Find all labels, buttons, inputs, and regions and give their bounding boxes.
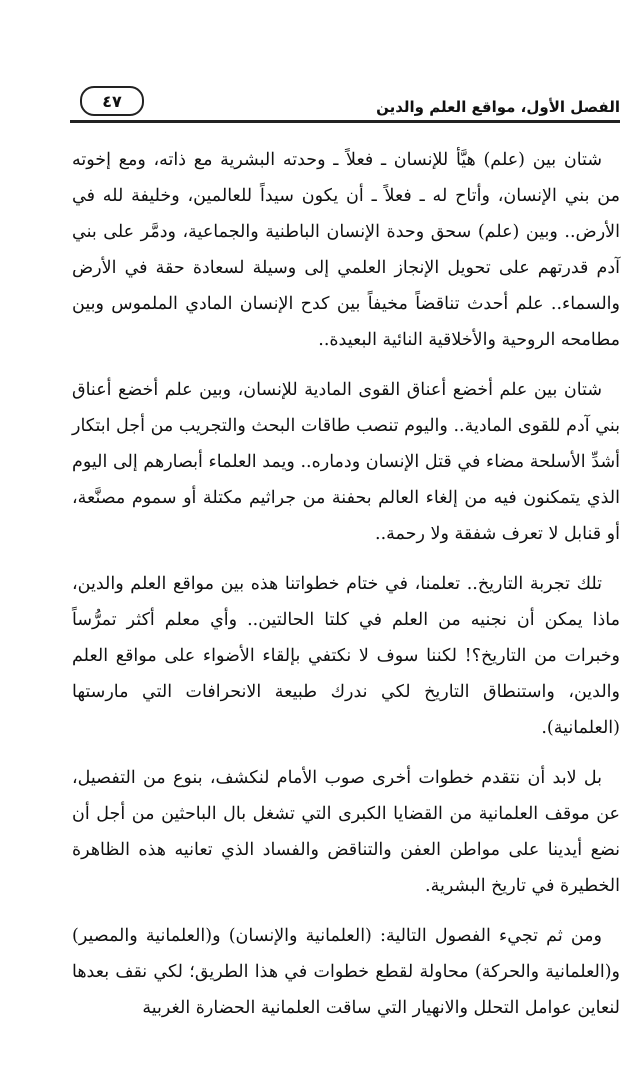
page-number-badge: ٤٧ [80,86,144,116]
chapter-title: الفصل الأول، مواقع العلم والدين [376,98,620,116]
paragraph: شتان بين (علم) هيَّأ للإنسان ـ فعلاً ـ وحدته البشرية مع ذاته، ومع إخوته من بني الإنسان، وأتاح له ـ فعلاً ـ أن يكون سيداً للعالمين، وخليفة لله في الأرض.. وبين (علم) سحق وحدة الإنسان الباطنية والجماعية، ودمَّر على بني آدم قدرتهم على تحويل الإنجاز العلمي إلى وسيلة لسعادة حقة في الأرض والسماء.. علم أحدث تناقضاً مخيفاً بين كدح الإنسان المادي الملموس وبين مطامحه الروحية والأخلاقية النائية البعيدة.. [72,150,620,350]
paragraph: شتان بين علم أخضع أعناق القوى المادية للإنسان، وبين علم أخضع أعناق بني آدم للقوى المادية.. واليوم تنصب طاقات البحث والتجريب من أجل ابتكار أشدِّ الأسلحة مضاء في قتل الإنسان ودماره.. ويمد العلماء أبصارهم إلى اليوم الذي يتمكنون فيه من إلغاء العالم بحفنة من جراثيم مكتلة أو سموم مصنَّعة، أو قنابل لا تعرف شفقة ولا رحمة.. [72,380,620,544]
body-text [72,142,620,1040]
paragraph: بل لابد أن نتقدم خطوات أخرى صوب الأمام لنكشف، بنوع من التفصيل، عن موقف العلمانية من القضايا الكبرى التي تشغل بال الباحثين من أجل أن نضع أيدينا على مواطن العفن والتناقض والفساد الذي تعانيه هذه الظاهرة الخطيرة في تاريخ البشرية. [72,768,620,896]
paragraph: تلك تجربة التاريخ.. تعلمنا، في ختام خطواتنا هذه بين مواقع العلم والدين، ماذا يمكن أن نجنيه من العلم في كلتا الحالتين.. وأي معلم أكثر تمرُّساً وخبرات من التاريخ؟! لكننا سوف لا نكتفي بإلقاء الأضواء على مواقع العلم والدين، واستنطاق التاريخ لكي ندرك طبيعة الانحرافات التي مارستها (العلمانية). [72,574,620,738]
header-divider [70,120,620,123]
running-header [70,80,620,124]
paragraph: ومن ثم تجيء الفصول التالية: (العلمانية والإنسان) و(العلمانية والمصير) و(العلمانية والحركة) محاولة لقطع خطوات في هذا الطريق؛ لكي نقف بعدها لنعاين عوامل التحلل والانهيار التي ساقت العلمانية الحضارة الغربية [72,926,620,1018]
